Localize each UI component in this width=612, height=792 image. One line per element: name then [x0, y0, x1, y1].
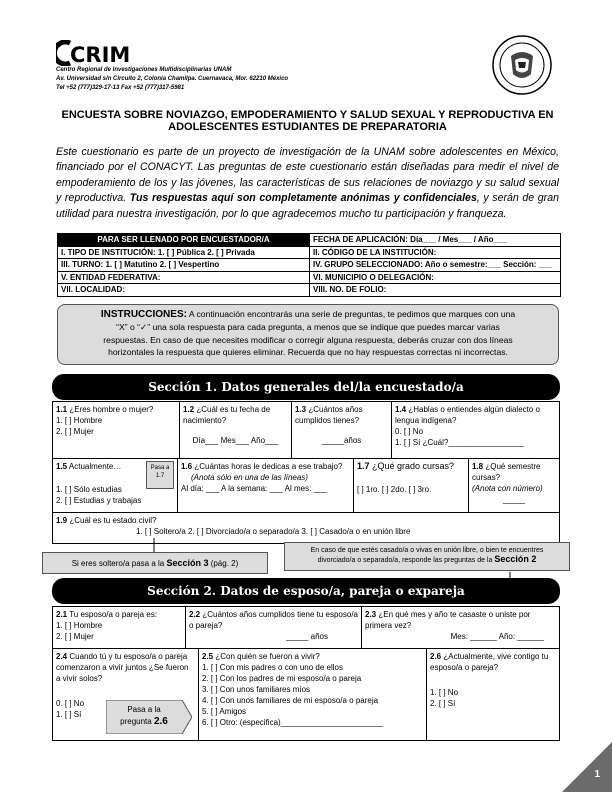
instructions-heading: INSTRUCCIONES: [100, 309, 187, 320]
callout-single-c: (pág. 2) [208, 559, 239, 568]
q15-number: 1.5 [56, 462, 68, 471]
q24-text: Cuando tú y tu esposo/a o pareja comenzaron a vivir juntos ¿Se fueron a vivir solos? [56, 652, 189, 683]
q21-text: Tu esposo/a o pareja es: [67, 610, 157, 619]
q17-number: 1.7 [357, 461, 370, 471]
fecha-aplicacion-field[interactable]: FECHA DE APLICACIÓN: Día___ / Mes___ / Año___ [309, 234, 560, 246]
callout-single-a: Si eres soltero/a pasa a la [71, 559, 167, 568]
q22-age-field[interactable]: _____ años [286, 632, 328, 641]
q25-option-6[interactable]: 6. [ ] Otro: (especifica)_______________________ [202, 718, 384, 727]
question-2-6 [426, 648, 560, 741]
q12-number: 1.2 [183, 405, 195, 414]
tipo-institucion-field[interactable]: I. TIPO DE INSTITUCIÓN: 1. [ ] Pública 2. [ ] Privada [61, 247, 255, 257]
callout-married-b: divorciado/a o separado/a, responde las preguntas de la [317, 557, 495, 564]
institution-name: Centro Regional de Investigaciones Multidisciplinarias UNAM [56, 67, 232, 73]
q11-text: ¿Eres hombre o mujer? [67, 405, 154, 414]
q15-skip-callout: Pasa a 1.7 [146, 461, 174, 489]
q26-option-1[interactable]: 1. [ ] No [430, 688, 459, 697]
q23-date-field[interactable]: Mes: ______ Año: ______ [450, 632, 544, 641]
callout-married-a: En caso de que estés casado/a o vivas en unión libre, o bien te encuentres [310, 547, 544, 554]
q11-number: 1.1 [56, 405, 68, 414]
q23-text: ¿En qué mes y año te casaste o uniste por primera vez? [365, 610, 531, 630]
question-2-2 [185, 606, 362, 649]
q16-text: ¿Cuántas horas le dedicas a ese trabajo? [192, 462, 343, 471]
encuestador-header: PARA SER LLENADO POR ENCUESTADOR/A [58, 234, 309, 246]
section-2-title: Sección 2. Datos de esposo/a, pareja o expareja [52, 578, 560, 604]
codigo-institucion-field[interactable]: II. CÓDIGO DE LA INSTITUCIÓN: [309, 247, 560, 259]
q16-note: (Anota sólo en una de las líneas) [191, 473, 308, 482]
q26-number: 2.6 [430, 652, 442, 661]
callout-single-b: Sección 3 [166, 558, 209, 568]
q24-option-0[interactable]: 0. [ ] No [56, 699, 85, 708]
q11-option-1[interactable]: 1. [ ] Hombre [56, 416, 103, 425]
q24-pasa-b: pregunta [120, 717, 154, 726]
question-2-5 [198, 648, 427, 741]
q22-text: ¿Cuántos años cumplidos tiene tu esposo/a o pareja? [189, 610, 358, 630]
q24-number: 2.4 [56, 652, 68, 661]
q21-number: 2.1 [56, 610, 68, 619]
localidad-field[interactable]: VII. LOCALIDAD: [61, 285, 125, 295]
entidad-field[interactable]: V. ENTIDAD FEDERATIVA: [61, 272, 161, 282]
q16-number: 1.6 [181, 462, 193, 471]
q21-option-2[interactable]: 2. [ ] Mujer [56, 632, 94, 641]
question-2-1 [52, 606, 186, 649]
q12-date-field[interactable]: Día___ Mes___ Año___ [192, 436, 279, 445]
address: Av. Universidad s/n Circuito 2, Colonia Chamilpa. Cuernavaca, Mor. 62210 México [56, 76, 289, 82]
q19-number: 1.9 [56, 516, 68, 525]
grupo-field[interactable]: IV. GRUPO SELECCIONADO: Año o semestre:___ Sección: ___ [309, 259, 560, 271]
instructions-line-1: A continuación encontrarás una serie de preguntas, te pedimos que marques con una [186, 309, 516, 319]
q24-skip-callout [106, 700, 192, 734]
q13-age-field[interactable]: _____años [321, 436, 362, 445]
q16-hours-field[interactable]: Al día: ___ A la semana: ___ Al mes: ___ [181, 484, 327, 493]
turno-field[interactable]: III. TURNO: 1. [ ] Matutino 2. [ ] Vespertino [61, 260, 220, 270]
q14-text: ¿Hablas o entiendes algún dialecto o lengua indígena? [395, 405, 540, 425]
q13-text: ¿Cuántos años cumplidos tienes? [295, 405, 363, 425]
q18-text: ¿Qué semestre cursas? [472, 462, 541, 482]
q17-text: ¿Qué grado cursas? [369, 461, 455, 471]
q18-number: 1.8 [472, 462, 484, 471]
q18-note: (Anota con número) [472, 484, 543, 493]
q14-option-0[interactable]: 0. [ ] No [395, 427, 424, 436]
instructions-line-2: “X” o “✓” una sola respuesta para cada pregunta, a menos que se indique que puedes marcar varias [116, 322, 500, 333]
callout-married-c: Sección 2 [494, 554, 537, 564]
q17-options[interactable]: [ ] 1ro. [ ] 2do. [ ] 3ro. [357, 485, 432, 494]
q11-option-2[interactable]: 2. [ ] Mujer [56, 427, 94, 436]
q22-number: 2.2 [189, 610, 201, 619]
page-number: 1 [594, 769, 600, 780]
folio-field[interactable]: VIII. NO. DE FOLIO: [309, 284, 560, 296]
q25-option-2[interactable]: 2. [ ] Con los padres de mi esposo/a o pareja [202, 674, 362, 683]
q15-option-2[interactable]: 2. [ ] Estudias y trabajas [56, 496, 142, 505]
section-1-title: Sección 1. Datos generales del/la encuestado/a [52, 374, 560, 400]
intro-text-b: Tus respuestas aquí son completamente anónimas y confidenciales [129, 192, 477, 205]
question-2-3 [361, 606, 560, 649]
q19-text: ¿Cuál es tu estado civil? [67, 516, 157, 525]
q14-option-1[interactable]: 1. [ ] Sí ¿Cuál?_________________ [395, 438, 524, 447]
title-line-2: ADOLESCENTES ESTUDIANTES DE PREPARATORIA [168, 121, 447, 133]
q15-text: Actualmente… [67, 462, 122, 471]
q15-option-1[interactable]: 1. [ ] Sólo estudias [56, 485, 122, 494]
q12-text: ¿Cuál es tu fecha de nacimiento? [183, 405, 271, 425]
q26-text: ¿Actualmente, vive contigo tu esposo/a o pareja? [430, 652, 549, 672]
q19-options[interactable]: 1. [ ] Soltero/a 2. [ ] Divorciado/a o separado/a 3. [ ] Casado/a o en unión libre [136, 527, 411, 536]
q24-option-1[interactable]: 1. [ ] Sí [56, 710, 82, 719]
intro-text-a: Este cuestionario es parte de un proyecto de investigación de la UNAM sobre adolescentes en México, financiado por el CONACYT. Las preguntas de este cuestionario están diseñadas para medir el nivel de empoderamiento de los y las jóvenes, las características de sus relaciones de noviazgo y su salud sexual y reproductiva. [56, 146, 559, 205]
phones: Tel +52 (777)329-17-13 Fax +52 (777)317-5981 [56, 85, 185, 91]
q21-option-1[interactable]: 1. [ ] Hombre [56, 621, 103, 630]
q14-number: 1.4 [395, 405, 407, 414]
q13-number: 1.3 [295, 405, 307, 414]
q26-option-2[interactable]: 2. [ ] Sí [430, 699, 456, 708]
q24-pasa-a: Pasa a la [127, 705, 161, 714]
intro-text-c: , y serán de gran utilidad para nuestra investigación, por lo que agradecemos mucho tu participación y franqueza. [56, 192, 559, 220]
instructions-line-3: respuestas. En caso de que necesites modificar o corregir alguna respuesta, deberás cruzar con dos líneas [103, 334, 513, 345]
q25-option-5[interactable]: 5. [ ] Amigos [202, 707, 247, 716]
logo-text: CRIM [70, 43, 131, 66]
q25-text: ¿Con quién se fueron a vivir? [213, 652, 320, 661]
title-line-1: ENCUESTA SOBRE NOVIAZGO, EMPODERAMIENTO Y SALUD SEXUAL Y REPRODUCTIVA EN [61, 109, 554, 121]
instructions-line-4: horizontales la respuesta que quieres eliminar. Recuerda que no hay respuestas correctas ni incorrectas. [108, 347, 508, 358]
municipio-field[interactable]: VI. MUNICIPIO O DELEGACIÓN: [309, 272, 560, 284]
q23-number: 2.3 [365, 610, 377, 619]
q25-number: 2.5 [202, 652, 214, 661]
q18-semester-field[interactable]: _____ [502, 495, 526, 504]
page-corner [562, 742, 612, 792]
q25-option-4[interactable]: 4. [ ] Con unos familiares de mi esposo/a o pareja [202, 696, 379, 705]
q24-pasa-c: 2.6 [153, 716, 168, 727]
q25-option-1[interactable]: 1. [ ] Con mis padres o con uno de ellos [202, 663, 343, 672]
q25-option-3[interactable]: 3. [ ] Con unos familiares míos [202, 685, 311, 694]
